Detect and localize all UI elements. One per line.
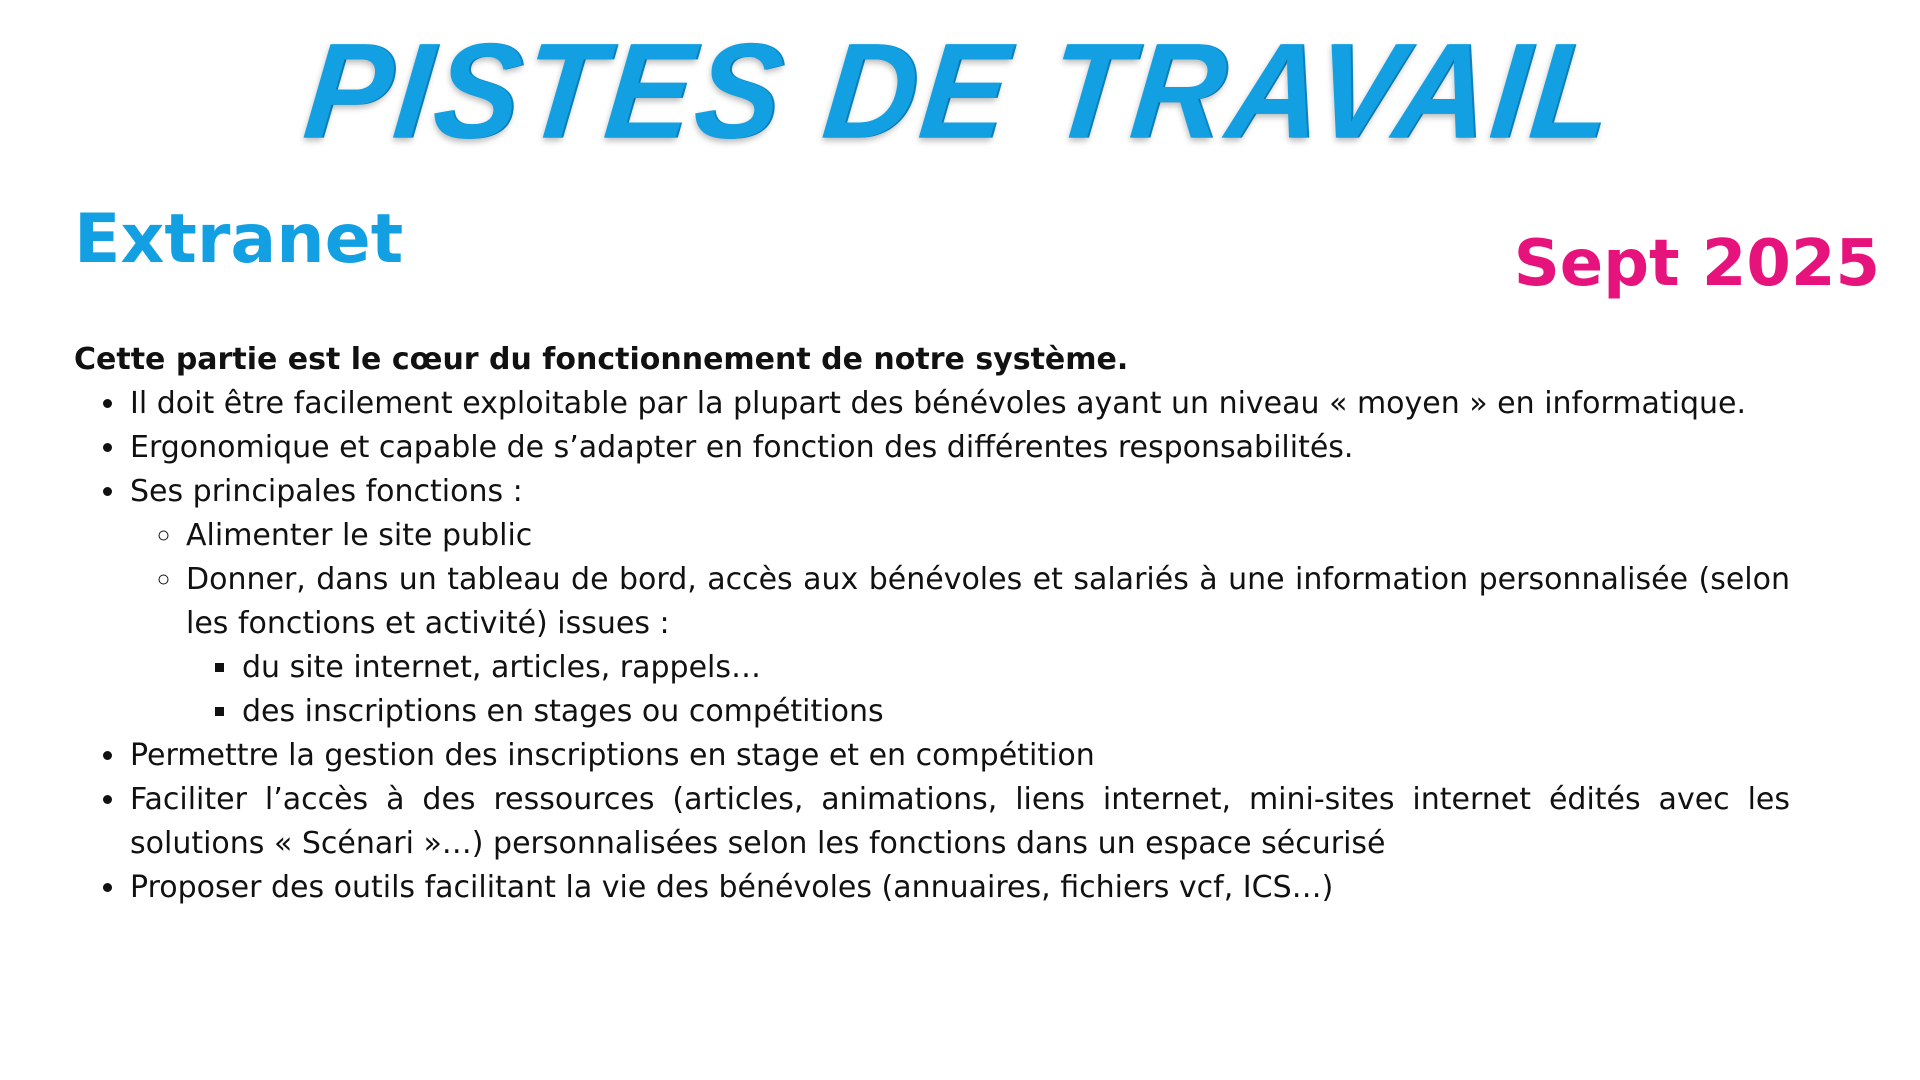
sub-sub-bullet-item: ▪ du site internet, articles, rappels… [240, 646, 1790, 690]
sub-sub-bullet-item: ▪ des inscriptions en stages ou compétitions [240, 690, 1790, 734]
bullet-item: • Permettre la gestion des inscriptions en stage et en compétition [128, 734, 1790, 778]
bullet-item-label: Ses principales fonctions : [130, 474, 523, 509]
bullet-item: • Proposer des outils facilitant la vie des bénévoles (annuaires, fichiers vcf, ICS…) [128, 866, 1790, 910]
bullet-item-with-sublist [128, 470, 1790, 734]
intro-text: Cette partie est le cœur du fonctionnement de notre système. [74, 342, 1129, 377]
sub-bullet-item-label: Donner, dans un tableau de bord, accès aux bénévoles et salariés à une information personnalisée (selon les fonctions et activité) issues : [186, 562, 1790, 641]
sub-bullet-list [130, 514, 1790, 734]
slide-title: PISTES DE TRAVAIL [298, 15, 1622, 168]
bullet-item: • Ergonomique et capable de s’adapter en fonction des différentes responsabilités. [128, 426, 1790, 470]
bullet-item: • Faciliter l’accès à des ressources (articles, animations, liens internet, mini-sites internet édités avec les solutions « Scénari »…) personnalisées selon les fonctions dans un espace sécurisé [128, 778, 1790, 866]
sub-bullet-item-with-sublist [184, 558, 1790, 734]
sub-bullet-item: ◦ Alimenter le site public [184, 514, 1790, 558]
content-body [74, 338, 1790, 910]
main-bullet-list [74, 382, 1790, 910]
date-label: Sept 2025 [1513, 227, 1880, 301]
section-title: Extranet [74, 200, 404, 279]
sub-sub-bullet-list [186, 646, 1790, 734]
bullet-item: • Il doit être facilement exploitable par la plupart des bénévoles ayant un niveau « moyen » en informatique. [128, 382, 1790, 426]
